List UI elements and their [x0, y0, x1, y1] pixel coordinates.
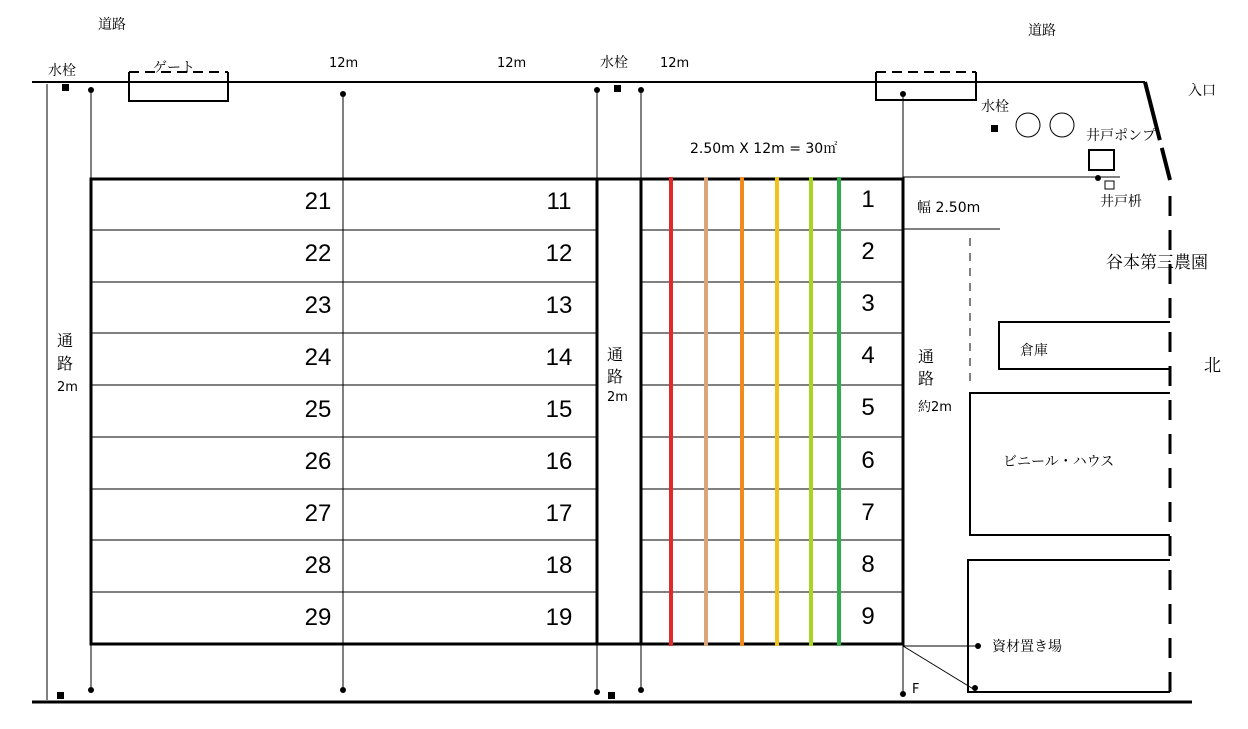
plot-number: 17 — [545, 500, 573, 527]
plot-number: 12 — [545, 240, 573, 267]
plot-number: 2 — [861, 238, 875, 265]
plot-number: 14 — [545, 344, 573, 371]
path-mid-char1: 通 — [607, 345, 624, 364]
gate-label: ゲート — [153, 60, 195, 76]
path-left-width: 2m — [57, 380, 78, 395]
north-label: 北 — [1204, 356, 1221, 376]
warehouse-label: 倉庫 — [1020, 343, 1048, 359]
hydrant-label: 水栓 — [48, 63, 76, 79]
plot-number: 7 — [861, 499, 875, 526]
plot-number: 5 — [861, 394, 875, 421]
well-pump-label: 井戸ポンプ — [1086, 128, 1156, 144]
well-box-marker — [1105, 181, 1114, 189]
plot-number: 25 — [304, 396, 332, 423]
plot-number: 18 — [545, 552, 573, 579]
plot-number: 29 — [304, 604, 332, 631]
width-label: 12m — [329, 56, 359, 71]
plot-number: 16 — [545, 448, 573, 475]
greenhouse-label: ビニール・ハウス — [1003, 454, 1115, 470]
materials-yard — [968, 560, 1170, 692]
plot-number: 6 — [861, 447, 875, 474]
path-mid-char2: 路 — [607, 367, 624, 386]
path-right-width: 約2m — [918, 400, 952, 415]
plot-number: 22 — [304, 240, 332, 267]
path-right-char2: 路 — [918, 369, 935, 388]
plot-number: 13 — [545, 292, 573, 319]
plot-number: 9 — [861, 603, 875, 630]
plot-number: 4 — [861, 342, 875, 369]
plot-number: 3 — [861, 290, 875, 317]
path-mid-width: 2m — [607, 390, 628, 405]
hydrant-marker — [991, 125, 998, 132]
entrance-label: 入口 — [1188, 83, 1216, 99]
well-box-label: 井戸枡 — [1100, 194, 1142, 210]
plot-number: 28 — [304, 552, 332, 579]
hydrant-marker — [62, 84, 69, 91]
gate-left — [129, 72, 228, 101]
hydrant-marker — [614, 85, 621, 92]
plot-number: 23 — [304, 292, 332, 319]
farm-name-label: 谷本第三農園 — [1106, 253, 1208, 273]
plot-block-left — [91, 179, 597, 644]
width-label: 12m — [497, 56, 527, 71]
road-label-right: 道路 — [1028, 23, 1056, 39]
plot-number: 11 — [546, 188, 572, 215]
well-circle — [1050, 113, 1074, 137]
plot-number: 24 — [304, 344, 332, 371]
well-circle — [1016, 113, 1040, 137]
f-label: F — [912, 682, 920, 697]
plot-number: 21 — [304, 188, 332, 215]
plot-number: 27 — [304, 500, 332, 527]
gate-right — [876, 72, 976, 100]
path-right-char1: 通 — [918, 347, 935, 366]
plot-number: 1 — [861, 186, 875, 213]
plot-dividers — [91, 230, 903, 592]
plot-number: 15 — [545, 396, 573, 423]
path-left-char2: 路 — [57, 354, 74, 373]
plot-area-label: 2.50m X 12m = 30㎡ — [690, 141, 838, 157]
plot-number: 26 — [304, 448, 332, 475]
plot-width-label: 幅 2.50m — [917, 200, 981, 216]
path-left-char1: 通 — [57, 331, 74, 350]
well-pump-box — [1089, 150, 1114, 170]
hydrant-label: 水栓 — [981, 99, 1009, 115]
hydrant-label: 水栓 — [600, 55, 628, 71]
plot-number: 8 — [861, 551, 875, 578]
plot-number: 19 — [545, 604, 573, 631]
materials-label: 資材置き場 — [992, 639, 1062, 655]
width-label: 12m — [660, 56, 690, 71]
road-label-left: 道路 — [98, 17, 126, 33]
